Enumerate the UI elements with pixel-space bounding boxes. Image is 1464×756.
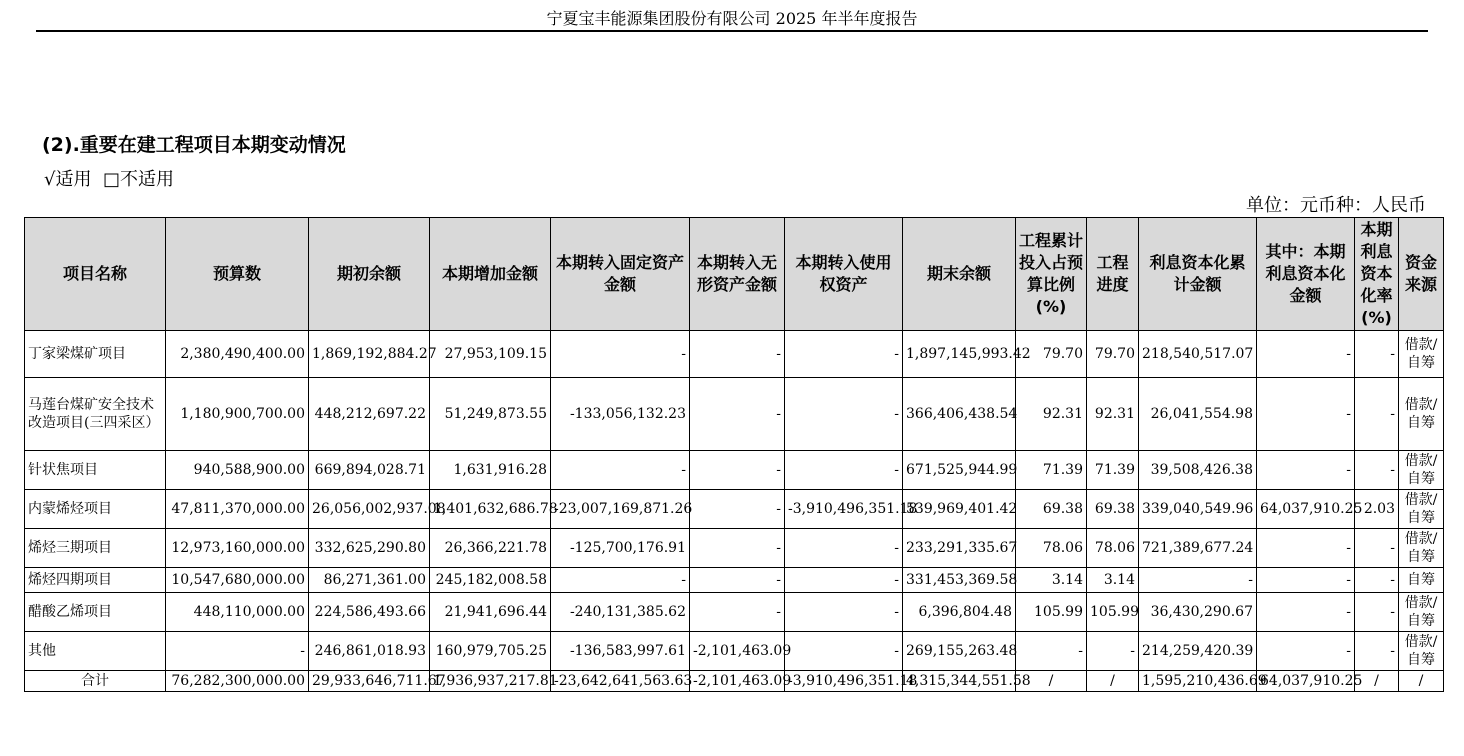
cell-to-fixed-assets: - (551, 331, 690, 378)
cell-current-capitalized-interest: - (1257, 378, 1355, 451)
applicable-option: √适用 (44, 169, 92, 190)
cell-funding-source: 借款/自筹 (1399, 529, 1444, 568)
cell-current-capitalized-interest: 64,037,910.25 (1257, 490, 1355, 529)
cell-capitalization-rate: 2.03 (1355, 490, 1399, 529)
table-header-row (25, 218, 1444, 331)
cell-budget-ratio: 3.14 (1016, 568, 1087, 593)
cell-closing-balance: 366,406,438.54 (903, 378, 1016, 451)
cell-opening-balance: 86,271,361.00 (309, 568, 430, 593)
cell-increase: 27,953,109.15 (430, 331, 551, 378)
cell-total-budget-ratio: / (1016, 671, 1087, 692)
cell-closing-balance: 1,897,145,993.42 (903, 331, 1016, 378)
cell-to-fixed-assets: -136,583,997.61 (551, 632, 690, 671)
cell-funding-source: 借款/自筹 (1399, 378, 1444, 451)
cell-capitalized-interest: - (1139, 568, 1257, 593)
cell-to-fixed-assets: -133,056,132.23 (551, 378, 690, 451)
cell-budget-ratio: 69.38 (1016, 490, 1087, 529)
cell-funding-source: 自筹 (1399, 568, 1444, 593)
cell-progress: 69.38 (1087, 490, 1139, 529)
section-title: (2).重要在建工程项目本期变动情况 (42, 134, 346, 156)
cell-opening-balance: 448,212,697.22 (309, 378, 430, 451)
col-header-to-intangible-assets: 本期转入无形资产金额 (690, 218, 785, 331)
cell-to-right-of-use-assets: - (785, 451, 903, 490)
report-header: 宁夏宝丰能源集团股份有限公司 2025 年半年度报告 (546, 9, 918, 28)
cell-closing-balance: 269,155,263.48 (903, 632, 1016, 671)
cell-total-capitalized-interest: 1,595,210,436.69 (1139, 671, 1257, 692)
cell-funding-source: 借款/自筹 (1399, 632, 1444, 671)
construction-projects-table (24, 217, 1444, 692)
cell-project-name: 烯烃三期项目 (25, 529, 166, 568)
cell-budget-ratio: - (1016, 632, 1087, 671)
cell-project-name: 内蒙烯烃项目 (25, 490, 166, 529)
cell-closing-balance: 539,969,401.42 (903, 490, 1016, 529)
cell-total-budget: 76,282,300,000.00 (166, 671, 309, 692)
cell-opening-balance: 669,894,028.71 (309, 451, 430, 490)
cell-capitalization-rate: - (1355, 451, 1399, 490)
cell-capitalization-rate: - (1355, 568, 1399, 593)
cell-current-capitalized-interest: - (1257, 593, 1355, 632)
cell-budget-ratio: 71.39 (1016, 451, 1087, 490)
cell-to-right-of-use-assets: - (785, 378, 903, 451)
cell-budget: - (166, 632, 309, 671)
cell-current-capitalized-interest: - (1257, 529, 1355, 568)
cell-project-name: 醋酸乙烯项目 (25, 593, 166, 632)
cell-progress: 92.31 (1087, 378, 1139, 451)
cell-progress: 3.14 (1087, 568, 1139, 593)
col-header-capitalized-interest: 利息资本化累计金额 (1139, 218, 1257, 331)
cell-to-right-of-use-assets: -3,910,496,351.18 (785, 490, 903, 529)
col-header-to-fixed-assets: 本期转入固定资产金额 (551, 218, 690, 331)
cell-increase: 1,401,632,686.78 (430, 490, 551, 529)
cell-to-intangible-assets: - (690, 568, 785, 593)
cell-to-fixed-assets: -125,700,176.91 (551, 529, 690, 568)
col-header-capitalization-rate: 本期利息资本化率(%) (1355, 218, 1399, 331)
cell-total-increase: 1,936,937,217.81 (430, 671, 551, 692)
cell-budget: 940,588,900.00 (166, 451, 309, 490)
cell-capitalized-interest: 39,508,426.38 (1139, 451, 1257, 490)
cell-current-capitalized-interest: - (1257, 568, 1355, 593)
applicability-line (44, 165, 174, 191)
cell-budget-ratio: 105.99 (1016, 593, 1087, 632)
cell-progress: 71.39 (1087, 451, 1139, 490)
cell-to-fixed-assets: - (551, 568, 690, 593)
cell-to-intangible-assets: - (690, 593, 785, 632)
cell-capitalized-interest: 36,430,290.67 (1139, 593, 1257, 632)
cell-increase: 245,182,008.58 (430, 568, 551, 593)
cell-total-to-right-of-use-assets: -3,910,496,351.18 (785, 671, 903, 692)
table-row (25, 593, 1444, 632)
cell-budget-ratio: 92.31 (1016, 378, 1087, 451)
cell-total-funding-source: / (1399, 671, 1444, 692)
cell-funding-source: 借款/自筹 (1399, 490, 1444, 529)
cell-capitalized-interest: 339,040,549.96 (1139, 490, 1257, 529)
cell-total-current-capitalized-interest: 64,037,910.25 (1257, 671, 1355, 692)
cell-capitalized-interest: 26,041,554.98 (1139, 378, 1257, 451)
not-applicable-option: □不适用 (102, 169, 174, 190)
cell-capitalization-rate: - (1355, 529, 1399, 568)
cell-opening-balance: 1,869,192,884.27 (309, 331, 430, 378)
col-header-funding-source: 资金来源 (1399, 218, 1444, 331)
cell-budget: 10,547,680,000.00 (166, 568, 309, 593)
cell-total-to-fixed-assets: -23,642,641,563.63 (551, 671, 690, 692)
cell-progress: 105.99 (1087, 593, 1139, 632)
table-row (25, 529, 1444, 568)
col-header-budget-ratio: 工程累计投入占预算比例(%) (1016, 218, 1087, 331)
cell-budget: 12,973,160,000.00 (166, 529, 309, 568)
cell-project-name: 丁家梁煤矿项目 (25, 331, 166, 378)
cell-opening-balance: 246,861,018.93 (309, 632, 430, 671)
cell-capitalization-rate: - (1355, 378, 1399, 451)
cell-increase: 26,366,221.78 (430, 529, 551, 568)
col-header-project-name: 项目名称 (25, 218, 166, 331)
cell-increase: 160,979,705.25 (430, 632, 551, 671)
cell-budget: 1,180,900,700.00 (166, 378, 309, 451)
cell-progress: - (1087, 632, 1139, 671)
col-header-increase: 本期增加金额 (430, 218, 551, 331)
col-header-progress: 工程进度 (1087, 218, 1139, 331)
cell-closing-balance: 233,291,335.67 (903, 529, 1016, 568)
unit-currency-line: 单位：元币种：人民币 (1246, 195, 1426, 216)
col-header-current-capitalized-interest: 其中：本期利息资本化金额 (1257, 218, 1355, 331)
col-header-opening-balance: 期初余额 (309, 218, 430, 331)
cell-capitalized-interest: 218,540,517.07 (1139, 331, 1257, 378)
cell-project-name: 针状焦项目 (25, 451, 166, 490)
cell-to-right-of-use-assets: - (785, 331, 903, 378)
header-rule (36, 30, 1428, 32)
cell-progress: 78.06 (1087, 529, 1139, 568)
cell-budget: 2,380,490,400.00 (166, 331, 309, 378)
cell-to-intangible-assets: - (690, 451, 785, 490)
cell-to-right-of-use-assets: - (785, 568, 903, 593)
cell-increase: 21,941,696.44 (430, 593, 551, 632)
cell-increase: 51,249,873.55 (430, 378, 551, 451)
cell-budget: 47,811,370,000.00 (166, 490, 309, 529)
cell-project-name: 马莲台煤矿安全技术改造项目(三四采区） (25, 378, 166, 451)
cell-funding-source: 借款/自筹 (1399, 331, 1444, 378)
cell-increase: 1,631,916.28 (430, 451, 551, 490)
col-header-to-right-of-use-assets: 本期转入使用权资产 (785, 218, 903, 331)
cell-total-label: 合计 (25, 671, 166, 692)
cell-to-intangible-assets: - (690, 529, 785, 568)
cell-to-right-of-use-assets: - (785, 529, 903, 568)
cell-capitalized-interest: 721,389,677.24 (1139, 529, 1257, 568)
cell-capitalized-interest: 214,259,420.39 (1139, 632, 1257, 671)
cell-budget: 448,110,000.00 (166, 593, 309, 632)
cell-to-intangible-assets: -2,101,463.09 (690, 632, 785, 671)
table-row (25, 378, 1444, 451)
cell-total-capitalization-rate: / (1355, 671, 1399, 692)
cell-budget-ratio: 79.70 (1016, 331, 1087, 378)
cell-closing-balance: 331,453,369.58 (903, 568, 1016, 593)
cell-current-capitalized-interest: - (1257, 451, 1355, 490)
cell-to-fixed-assets: -23,007,169,871.26 (551, 490, 690, 529)
table-row (25, 490, 1444, 529)
cell-project-name: 其他 (25, 632, 166, 671)
cell-to-right-of-use-assets: - (785, 593, 903, 632)
cell-funding-source: 借款/自筹 (1399, 451, 1444, 490)
cell-budget-ratio: 78.06 (1016, 529, 1087, 568)
cell-progress: 79.70 (1087, 331, 1139, 378)
cell-opening-balance: 332,625,290.80 (309, 529, 430, 568)
cell-capitalization-rate: - (1355, 632, 1399, 671)
cell-total-progress: / (1087, 671, 1139, 692)
cell-closing-balance: 671,525,944.99 (903, 451, 1016, 490)
cell-capitalization-rate: - (1355, 593, 1399, 632)
col-header-closing-balance: 期末余额 (903, 218, 1016, 331)
cell-opening-balance: 26,056,002,937.08 (309, 490, 430, 529)
cell-to-intangible-assets: - (690, 490, 785, 529)
table-row (25, 331, 1444, 378)
cell-project-name: 烯烃四期项目 (25, 568, 166, 593)
table-row (25, 451, 1444, 490)
cell-current-capitalized-interest: - (1257, 331, 1355, 378)
cell-to-fixed-assets: -240,131,385.62 (551, 593, 690, 632)
cell-current-capitalized-interest: - (1257, 632, 1355, 671)
cell-to-intangible-assets: - (690, 331, 785, 378)
cell-opening-balance: 224,586,493.66 (309, 593, 430, 632)
cell-total-closing-balance: 4,315,344,551.58 (903, 671, 1016, 692)
total-row (25, 671, 1444, 692)
cell-total-opening-balance: 29,933,646,711.67 (309, 671, 430, 692)
cell-to-fixed-assets: - (551, 451, 690, 490)
cell-capitalization-rate: - (1355, 331, 1399, 378)
cell-to-right-of-use-assets: - (785, 632, 903, 671)
cell-total-to-intangible-assets: -2,101,463.09 (690, 671, 785, 692)
table-row (25, 568, 1444, 593)
cell-closing-balance: 6,396,804.48 (903, 593, 1016, 632)
table-row (25, 632, 1444, 671)
col-header-budget: 预算数 (166, 218, 309, 331)
cell-to-intangible-assets: - (690, 378, 785, 451)
cell-funding-source: 借款/自筹 (1399, 593, 1444, 632)
